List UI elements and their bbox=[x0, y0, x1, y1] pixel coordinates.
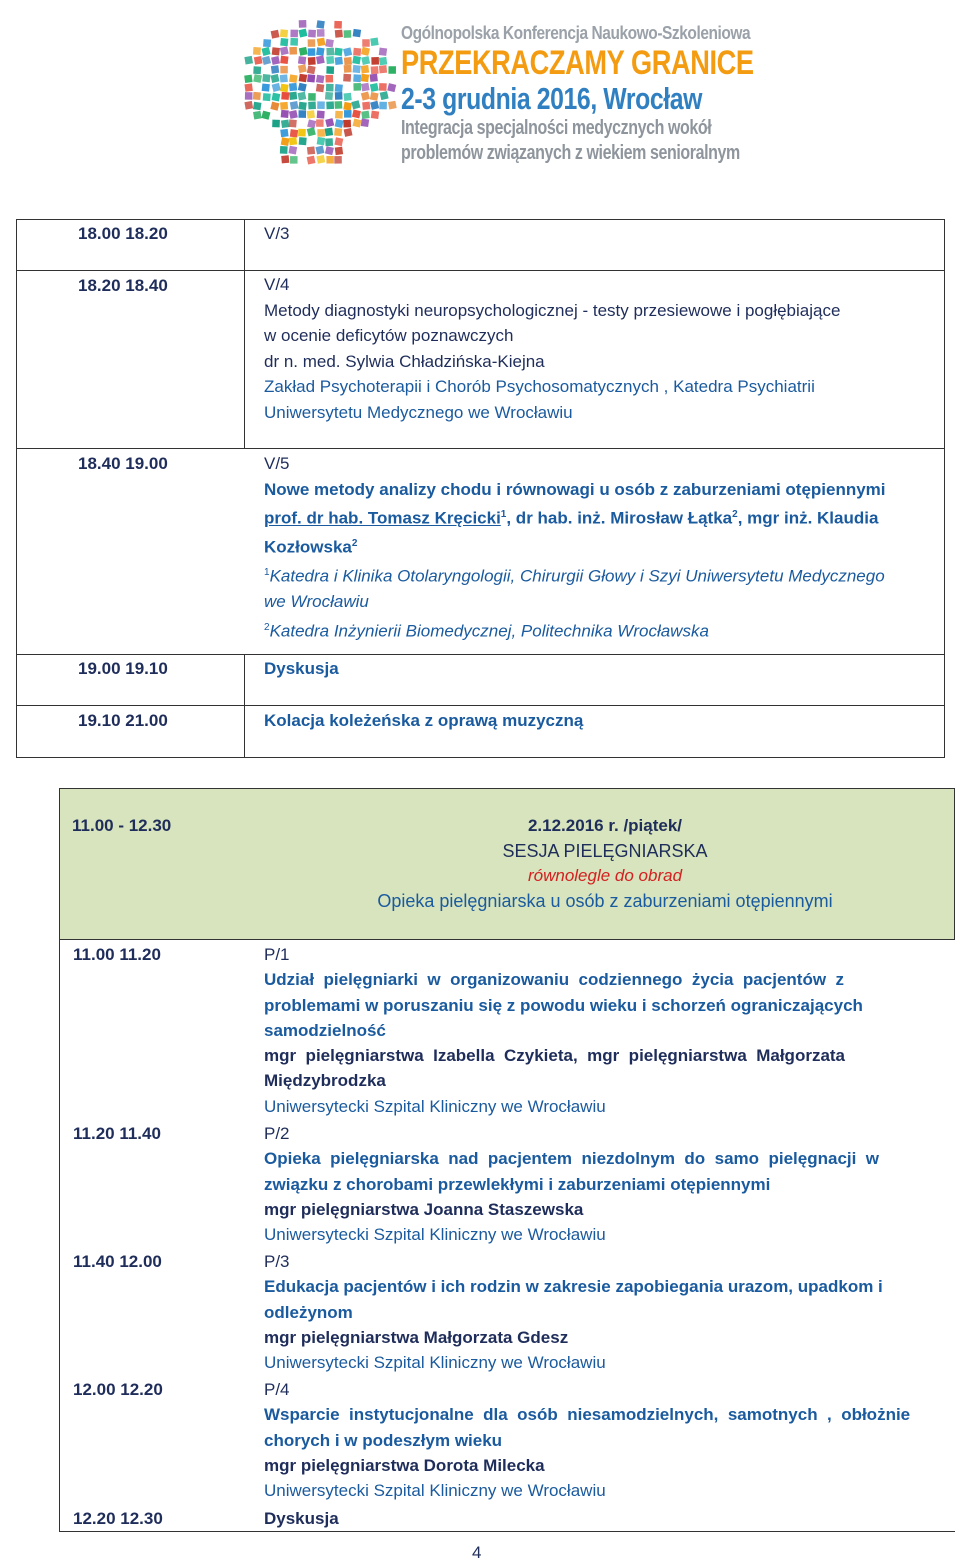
mosaic-tile bbox=[245, 92, 253, 100]
talk-title: Wsparcie instytucjonalne dla osób niesamodzielnych, samotnych , obłożnie bbox=[264, 1405, 911, 1425]
page-number: 4 bbox=[472, 1543, 482, 1562]
mosaic-tile bbox=[353, 48, 361, 56]
mosaic-tile bbox=[307, 74, 315, 82]
mosaic-tile bbox=[353, 83, 361, 91]
footnote-mark: 1 bbox=[264, 567, 270, 579]
mosaic-tile bbox=[280, 146, 288, 154]
mosaic-tile bbox=[317, 29, 325, 37]
table-divider bbox=[244, 654, 245, 757]
time-slot: 18.00 18.20 bbox=[78, 224, 168, 243]
mosaic-tile bbox=[361, 47, 370, 56]
mosaic-tile bbox=[253, 111, 262, 120]
mosaic-tile bbox=[361, 65, 369, 73]
mosaic-tile bbox=[298, 83, 307, 92]
mosaic-tile bbox=[280, 84, 288, 92]
mosaic-tile bbox=[335, 119, 344, 128]
mosaic-tile bbox=[280, 129, 288, 137]
mosaic-tile bbox=[289, 119, 297, 127]
talk-author: mgr pielęgniarstwa Dorota Milecka bbox=[264, 1455, 545, 1475]
author-name: , dr hab. inż. Mirosław Łątka bbox=[506, 508, 733, 528]
mosaic-tile bbox=[298, 129, 306, 137]
mosaic-tile bbox=[361, 56, 370, 65]
mosaic-tile bbox=[290, 38, 298, 46]
mosaic-tile bbox=[316, 75, 325, 84]
mosaic-tile bbox=[317, 38, 326, 47]
footnote-mark: 2 bbox=[351, 538, 358, 550]
table-divider bbox=[17, 705, 944, 706]
mosaic-tile bbox=[317, 137, 326, 146]
mosaic-tile bbox=[370, 92, 379, 101]
author-name: Kozłowska bbox=[264, 537, 352, 557]
mosaic-tile bbox=[325, 118, 334, 127]
logo-text bbox=[401, 22, 754, 166]
mosaic-tile bbox=[344, 128, 353, 137]
mosaic-tile bbox=[325, 92, 333, 100]
mosaic-tile bbox=[261, 47, 270, 56]
mosaic-tile bbox=[316, 20, 325, 29]
talk-title: Udział pielęgniarki w organizowaniu codziennego życia pacjentów z bbox=[264, 970, 844, 990]
mosaic-tile bbox=[334, 128, 342, 136]
mosaic-tile bbox=[262, 56, 271, 65]
mosaic-tile bbox=[343, 74, 351, 82]
footnote-mark: 1 bbox=[500, 509, 507, 520]
mosaic-tile bbox=[371, 66, 379, 74]
mosaic-tile bbox=[326, 84, 334, 92]
talk-affiliation: Uniwersytetu Medycznego we Wrocławiu bbox=[264, 402, 573, 422]
mosaic-tile bbox=[298, 29, 307, 38]
mosaic-tile bbox=[298, 110, 306, 118]
time-slot: 11.40 12.00 bbox=[73, 1252, 162, 1271]
mosaic-tile bbox=[343, 102, 352, 111]
mosaic-tile bbox=[380, 91, 389, 100]
session-name: SESJA PIELĘGNIARSKA bbox=[502, 841, 708, 861]
mosaic-tile bbox=[361, 83, 370, 92]
talk-affiliation: $^1$Katedra i Klinika Otolaryngologii, Chirurgii Głowy i Szyi Uniwersytetu Medycznego bbox=[264, 566, 885, 586]
mosaic-tile bbox=[317, 111, 325, 119]
mosaic-tile bbox=[307, 65, 316, 74]
table-row bbox=[264, 1249, 945, 1375]
mosaic-tile bbox=[271, 56, 280, 65]
mosaic-tile bbox=[317, 101, 325, 109]
author-name: , mgr inż. Klaudia bbox=[737, 508, 879, 528]
table-row bbox=[264, 1506, 945, 1531]
mosaic-tile bbox=[289, 137, 297, 145]
session-date: 2.12.2016 r. /piątek/ bbox=[527, 816, 683, 835]
discussion-label: Dyskusja bbox=[264, 1509, 339, 1528]
time-slot: 12.20 12.30 bbox=[73, 1509, 163, 1528]
mosaic-tile bbox=[253, 92, 261, 100]
mosaic-tile bbox=[298, 102, 306, 110]
mosaic-tile bbox=[325, 146, 334, 155]
mosaic-tile bbox=[353, 29, 361, 37]
mosaic-tile bbox=[280, 29, 288, 37]
session-time: 11.00 - 12.30 bbox=[72, 816, 172, 835]
mosaic-tile bbox=[262, 74, 270, 82]
time-slot: 18.20 18.40 bbox=[78, 276, 168, 295]
mosaic-tile bbox=[281, 120, 289, 128]
mosaic-tile bbox=[361, 111, 369, 119]
mosaic-tile bbox=[326, 66, 334, 74]
footnote-mark: 2 bbox=[732, 509, 738, 520]
table-row bbox=[264, 1377, 945, 1503]
talk-code: P/1 bbox=[264, 945, 290, 964]
mosaic-tile bbox=[388, 101, 397, 110]
session-header bbox=[59, 788, 955, 940]
mosaic-tile bbox=[335, 111, 343, 119]
talk-title: związku z chorobami przewlekłymi i zaburzeniami otępiennymi bbox=[264, 1174, 771, 1194]
mosaic-tile bbox=[281, 155, 289, 163]
mosaic-tile bbox=[253, 102, 262, 111]
mosaic-tile bbox=[370, 83, 379, 92]
talk-title: chorych i w podeszłym wieku bbox=[264, 1430, 503, 1450]
talk-affiliation: we Wrocławiu bbox=[264, 592, 369, 612]
table-row bbox=[264, 942, 945, 1119]
talk-code: V/3 bbox=[264, 224, 290, 243]
mosaic-tile bbox=[353, 65, 361, 73]
talk-title: w ocenie deficytów poznawczych bbox=[264, 326, 514, 345]
talk-code: P/2 bbox=[264, 1124, 290, 1143]
logo-line-5: problemów związanych z wiekiem senioralnym bbox=[401, 142, 740, 164]
talk-code: V/5 bbox=[264, 454, 290, 473]
talk-author: Międzybrodzka bbox=[264, 1071, 386, 1091]
mosaic-tile bbox=[308, 102, 316, 110]
mosaic-tile bbox=[352, 56, 361, 65]
mosaic-tile bbox=[379, 48, 387, 56]
mosaic-tile bbox=[325, 128, 333, 136]
mosaic-tile bbox=[326, 101, 334, 109]
talk-authors bbox=[264, 531, 940, 560]
mosaic-tile bbox=[261, 111, 270, 120]
mosaic-tile bbox=[290, 101, 299, 110]
mosaic-tile bbox=[263, 39, 271, 47]
mosaic-tile bbox=[299, 20, 307, 28]
mosaic-tile bbox=[289, 47, 297, 55]
mosaic-tile bbox=[272, 120, 280, 128]
mosaic-tile bbox=[280, 46, 289, 55]
mosaic-tile bbox=[353, 74, 361, 82]
mosaic-tile bbox=[263, 93, 271, 101]
logo-line-4: Integracja specjalności medycznych wokół bbox=[401, 117, 712, 139]
mosaic-tile bbox=[370, 38, 378, 46]
dinner-label: Kolacja koleżeńska z oprawą muzyczną bbox=[264, 711, 584, 730]
mosaic-tile bbox=[379, 65, 387, 73]
mosaic-tile bbox=[379, 102, 387, 110]
logo-line-1: Ogólnopolska Konferencja Naukowo-Szkoleniowa bbox=[401, 23, 751, 43]
mosaic-tile bbox=[379, 57, 387, 65]
mosaic-tile bbox=[298, 92, 307, 101]
talk-author: mgr pielęgniarstwa Joanna Staszewska bbox=[264, 1199, 584, 1219]
logo-line-3: 2-3 grudnia 2016, Wrocław bbox=[401, 81, 703, 116]
table-divider bbox=[17, 270, 944, 271]
table-row bbox=[264, 221, 940, 247]
mosaic-tile bbox=[290, 129, 298, 137]
mosaic-tile bbox=[325, 138, 333, 146]
talk-author: mgr pielęgniarstwa Izabella Czykieta, mgr pielęgniarstwa Małgorzata bbox=[264, 1046, 846, 1066]
mosaic-tile bbox=[271, 30, 280, 39]
time-slot: 18.40 19.00 bbox=[78, 454, 168, 473]
mosaic-tile bbox=[335, 57, 343, 65]
mosaic-tile bbox=[325, 75, 333, 83]
mosaic-tile bbox=[280, 38, 288, 46]
discussion-label: Dyskusja bbox=[264, 659, 339, 678]
talk-title: Metody diagnostyki neuropsychologicznej - testy przesiewowe i pogłębiające bbox=[264, 300, 841, 320]
mosaic-tile bbox=[352, 109, 361, 118]
mosaic-tile bbox=[325, 39, 334, 48]
mosaic-tile bbox=[334, 48, 342, 56]
mosaic-tile bbox=[272, 47, 280, 55]
mosaic-tile bbox=[299, 137, 307, 145]
mosaic-tile bbox=[280, 74, 288, 82]
mosaic-tile bbox=[299, 74, 308, 83]
time-slot: 12.00 12.20 bbox=[73, 1380, 163, 1399]
mosaic-tile bbox=[371, 111, 379, 119]
mosaic-tile bbox=[290, 30, 298, 38]
mosaic-tile bbox=[307, 119, 316, 128]
table-row bbox=[264, 451, 940, 644]
talk-title: Nowe metody analizy chodu i równowagi u osób z zaburzeniami otępiennymi bbox=[264, 479, 886, 499]
mosaic-tile bbox=[335, 147, 343, 155]
mosaic-tile bbox=[316, 119, 324, 127]
mosaic-tile bbox=[271, 65, 279, 73]
talk-code: P/4 bbox=[264, 1380, 290, 1399]
session-topic: Opieka pielęgniarska u osób z zaburzeniami otępiennymi bbox=[377, 891, 833, 911]
mosaic-tile bbox=[361, 91, 370, 100]
mosaic-tile bbox=[335, 84, 343, 92]
mosaic-tile bbox=[334, 137, 343, 146]
table-row bbox=[264, 656, 940, 682]
mosaic-tile bbox=[308, 57, 316, 65]
mosaic-tile bbox=[344, 65, 352, 73]
mosaic-tile bbox=[388, 66, 396, 74]
mosaic-tile bbox=[262, 83, 270, 91]
mosaic-tile bbox=[316, 55, 325, 64]
mosaic-tile bbox=[272, 83, 281, 92]
mosaic-tile bbox=[289, 92, 297, 100]
table-row bbox=[264, 708, 940, 734]
mosaic-tile bbox=[288, 146, 297, 155]
mosaic-tile bbox=[334, 21, 342, 29]
talk-code: P/3 bbox=[264, 1252, 290, 1271]
talk-title: Opieka pielęgniarska nad pacjentem niezdolnym do samo pielęgnacji w bbox=[264, 1149, 880, 1169]
mosaic-tile bbox=[253, 74, 262, 83]
talk-code: V/4 bbox=[264, 275, 290, 294]
talk-affiliation: Uniwersytecki Szpital Kliniczny we Wrocławiu bbox=[264, 1353, 606, 1373]
mosaic-tile bbox=[316, 47, 325, 56]
talk-authors bbox=[264, 502, 940, 531]
mosaic-tile bbox=[254, 56, 263, 65]
mosaic-tile bbox=[308, 48, 316, 56]
mosaic-tile bbox=[298, 56, 306, 64]
time-slot: 11.00 11.20 bbox=[73, 945, 161, 964]
mosaic-tile bbox=[299, 47, 308, 56]
conference-logo bbox=[223, 18, 754, 168]
mosaic-tile bbox=[290, 156, 298, 164]
mosaic-tile bbox=[307, 146, 315, 154]
footnote-mark: 2 bbox=[264, 621, 270, 633]
time-slot: 11.20 11.40 bbox=[73, 1124, 161, 1143]
mosaic-tile bbox=[353, 119, 362, 128]
logo-line-2: PRZEKRACZAMY GRANICE bbox=[401, 44, 754, 82]
mosaic-tile bbox=[281, 110, 289, 118]
mosaic-tile bbox=[334, 101, 342, 109]
talk-affiliation: Uniwersytecki Szpital Kliniczny we Wrocławiu bbox=[264, 1481, 606, 1501]
mosaic-tile bbox=[362, 102, 370, 110]
mosaic-tile bbox=[351, 100, 360, 109]
table-row bbox=[264, 272, 940, 425]
mosaic-tile bbox=[344, 110, 352, 118]
mosaic-tile bbox=[307, 127, 316, 136]
mosaic-tile bbox=[334, 156, 342, 164]
talk-affiliation: $^2$Katedra Inżynierii Biomedycznej, Politechnika Wrocławska bbox=[264, 621, 709, 641]
mosaic-tile bbox=[361, 119, 369, 127]
head-mosaic-icon bbox=[223, 18, 401, 168]
mosaic-tile bbox=[343, 93, 351, 101]
mosaic-tile bbox=[281, 137, 290, 146]
table-divider bbox=[17, 448, 944, 449]
author-name: prof. dr hab. Tomasz Kręcicki bbox=[264, 508, 501, 528]
mosaic-tile bbox=[307, 156, 316, 165]
mosaic-tile bbox=[361, 74, 369, 82]
mosaic-tile bbox=[370, 74, 378, 82]
mosaic-tile bbox=[370, 101, 379, 110]
mosaic-tile bbox=[362, 39, 370, 47]
mosaic-tile bbox=[253, 66, 261, 74]
table-row bbox=[264, 1121, 945, 1247]
mosaic-tile bbox=[308, 30, 316, 38]
talk-title: odleżynom bbox=[264, 1302, 353, 1322]
talk-affiliation: Zakład Psychoterapii i Chorób Psychosomatycznych , Katedra Psychiatrii bbox=[264, 377, 815, 396]
mosaic-tile bbox=[335, 30, 343, 38]
mosaic-tile bbox=[308, 39, 316, 47]
mosaic-tile bbox=[244, 83, 252, 91]
mosaic-tile bbox=[244, 75, 252, 83]
mosaic-tile bbox=[326, 48, 334, 56]
mosaic-tile bbox=[280, 66, 288, 74]
mosaic-tile bbox=[344, 30, 352, 38]
mosaic-tile bbox=[308, 93, 316, 101]
talk-title: Edukacja pacjentów i ich rodzin w zakresie zapobiegania urazom, upadkom i bbox=[264, 1277, 883, 1297]
table-divider bbox=[244, 220, 245, 448]
mosaic-tile bbox=[326, 56, 334, 64]
mosaic-tile bbox=[244, 56, 253, 65]
mosaic-tile bbox=[270, 102, 279, 111]
mosaic-tile bbox=[253, 47, 261, 55]
talk-title: problemami w poruszaniu się z powodu wieku i schorzeń ograniczających bbox=[264, 995, 863, 1015]
talk-author: dr n. med. Sylwia Chładzińska-Kiejna bbox=[264, 351, 545, 371]
mosaic-tile bbox=[271, 74, 280, 83]
mosaic-tile bbox=[289, 110, 298, 119]
mosaic-tile bbox=[316, 155, 325, 164]
session-parallel-note: równolegle do obrad bbox=[527, 866, 683, 885]
mosaic-tile bbox=[298, 64, 307, 73]
mosaic-tile bbox=[281, 92, 289, 100]
time-slot: 19.10 21.00 bbox=[78, 711, 168, 730]
mosaic-tile bbox=[343, 120, 351, 128]
mosaic-tile bbox=[289, 83, 297, 91]
mosaic-tile bbox=[289, 74, 298, 83]
talk-author: mgr pielęgniarstwa Małgorzata Gdesz bbox=[264, 1327, 569, 1347]
talk-affiliation: Uniwersytecki Szpital Kliniczny we Wrocławiu bbox=[264, 1096, 606, 1116]
talk-title: samodzielność bbox=[264, 1020, 386, 1040]
mosaic-tile bbox=[387, 83, 396, 92]
talk-affiliation: Uniwersytecki Szpital Kliniczny we Wrocławiu bbox=[264, 1225, 606, 1245]
table-divider bbox=[59, 940, 60, 1532]
mosaic-tile bbox=[326, 156, 334, 164]
mosaic-tile bbox=[272, 93, 281, 102]
mosaic-tile bbox=[335, 92, 343, 100]
mosaic-tile bbox=[317, 129, 325, 137]
mosaic-tile bbox=[280, 56, 288, 64]
mosaic-tile bbox=[343, 47, 352, 56]
mosaic-tile bbox=[371, 57, 379, 65]
mosaic-tile bbox=[344, 57, 352, 65]
mosaic-tile bbox=[244, 101, 253, 110]
mosaic-tile bbox=[307, 110, 315, 118]
time-slot: 19.00 19.10 bbox=[78, 659, 168, 678]
mosaic-tile bbox=[316, 84, 324, 92]
mosaic-tile bbox=[379, 83, 387, 91]
table-divider bbox=[17, 654, 944, 655]
mosaic-tile bbox=[280, 102, 288, 110]
mosaic-tile bbox=[315, 146, 324, 155]
